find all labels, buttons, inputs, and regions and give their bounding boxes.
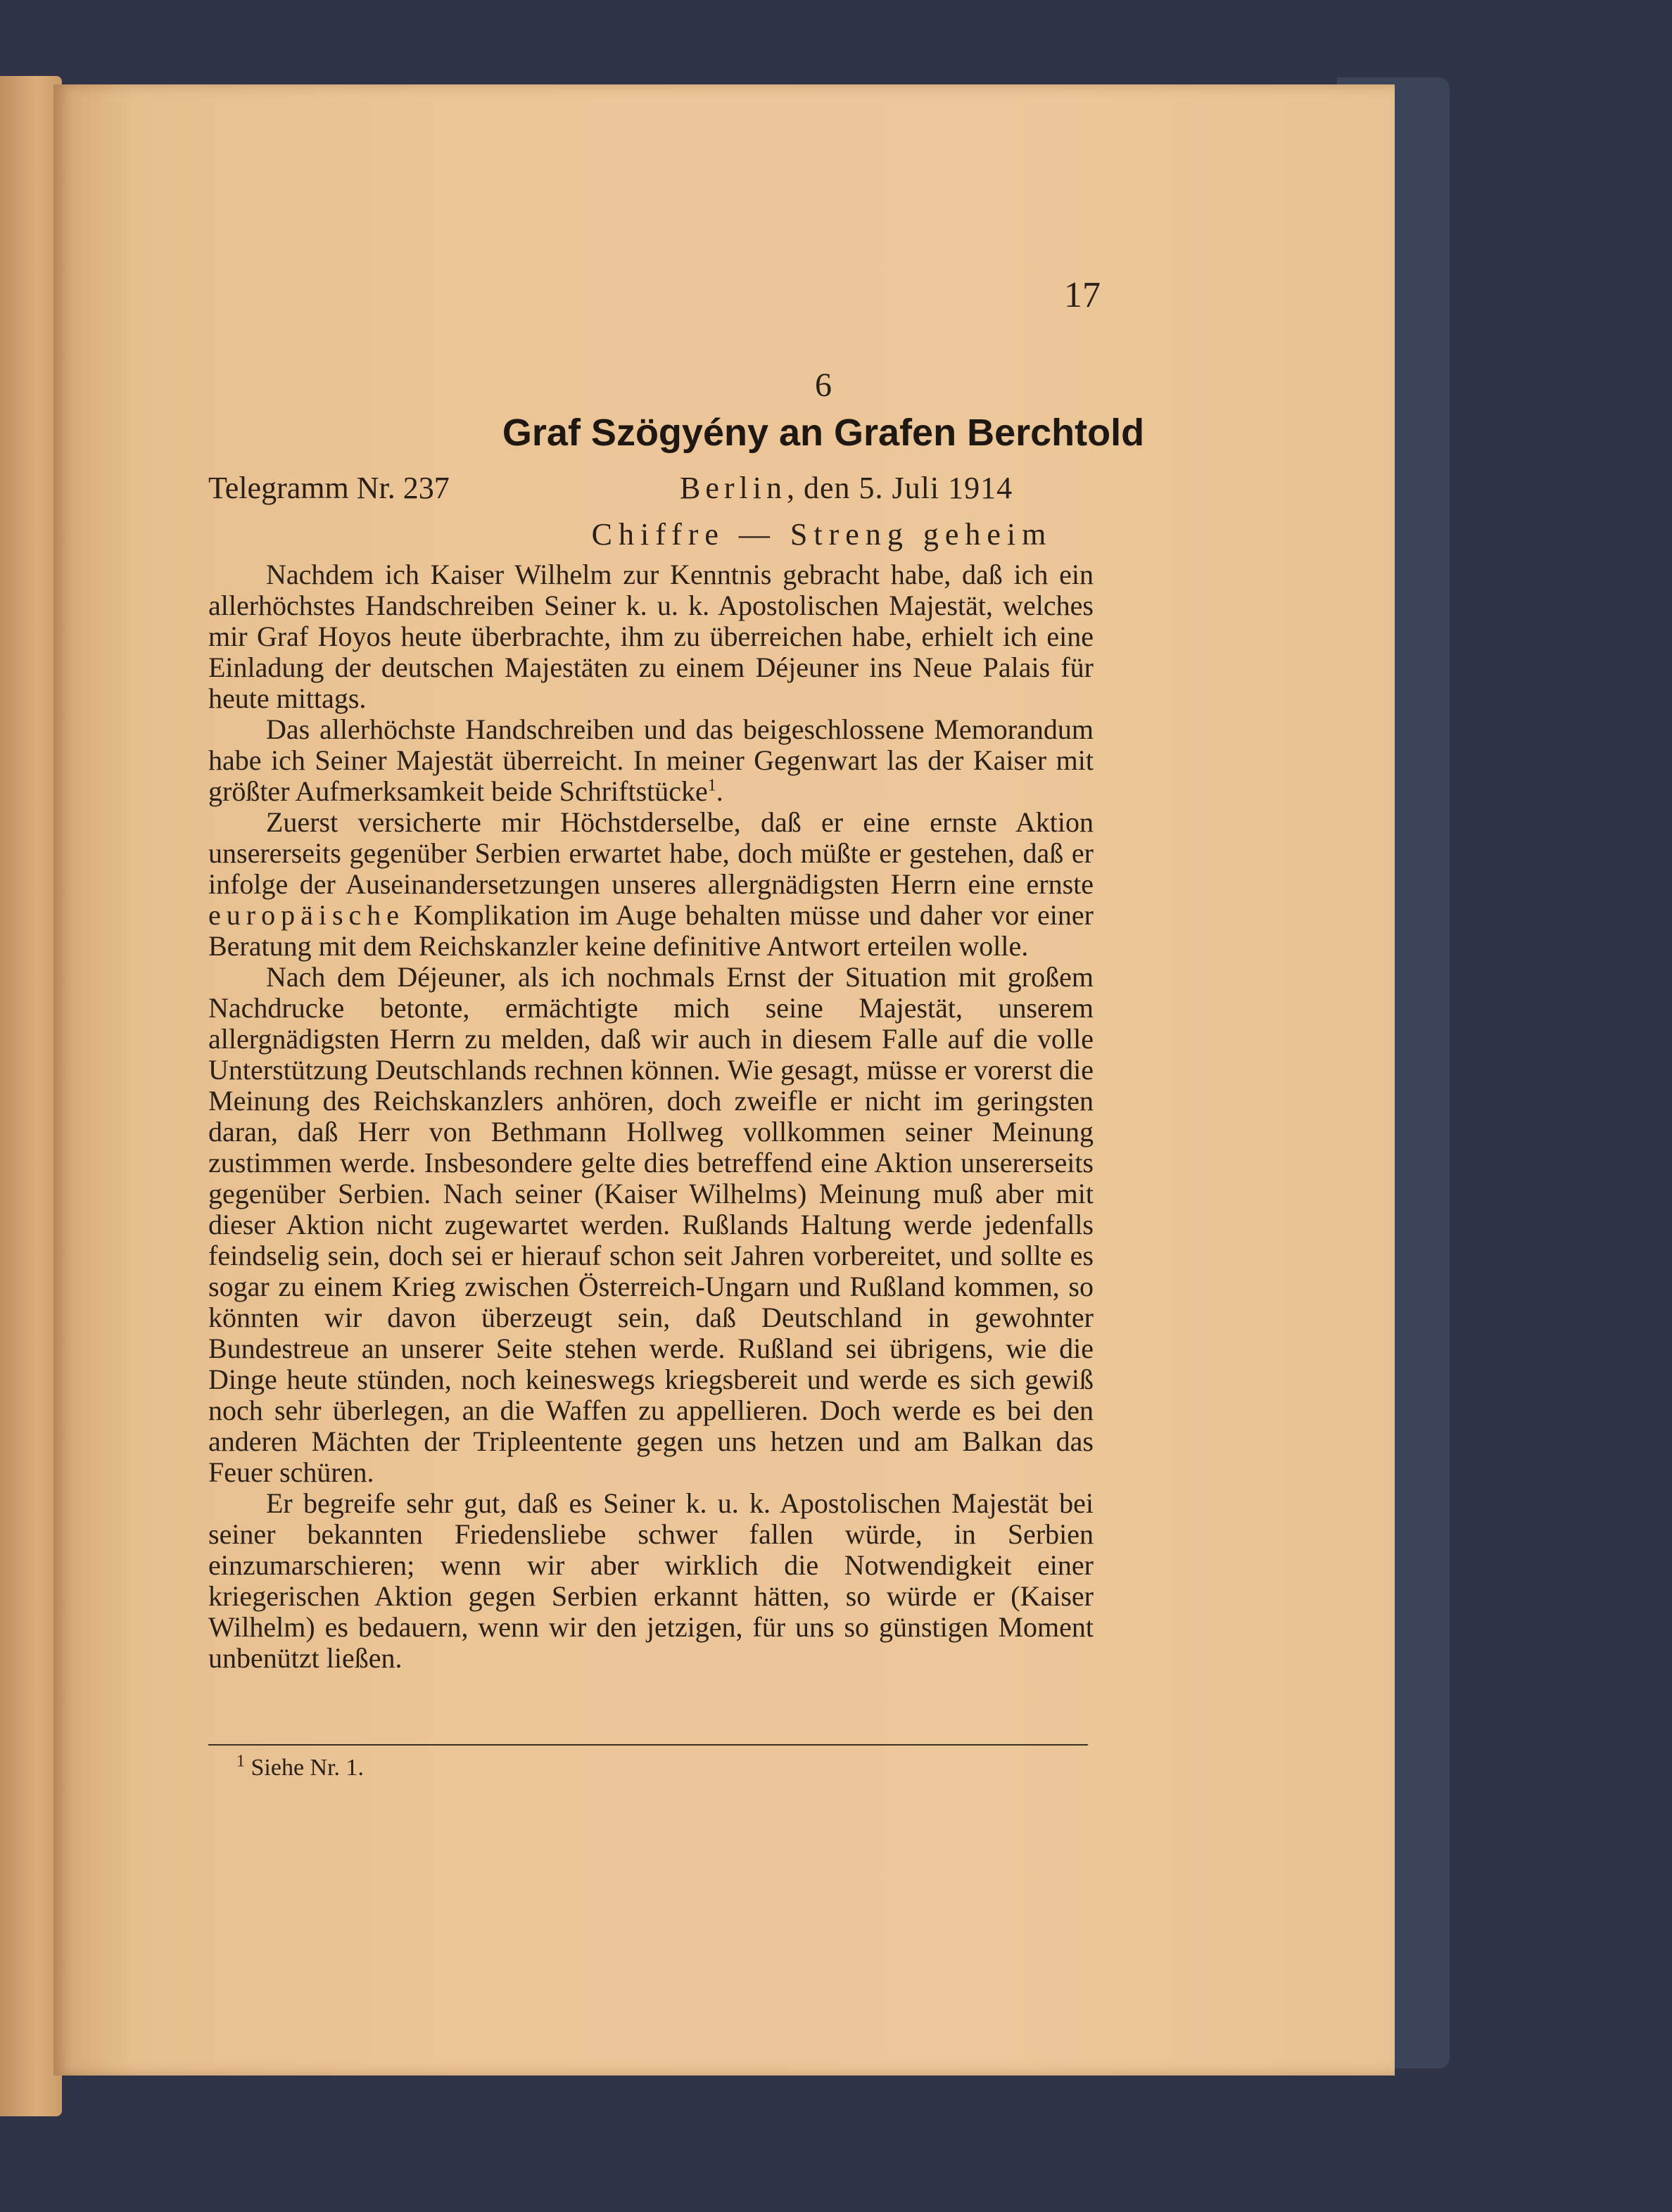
footnote-ref: 1 bbox=[707, 776, 716, 795]
page-number: 17 bbox=[1064, 275, 1101, 315]
document-number: 6 bbox=[815, 367, 832, 404]
footnote: $^1$ Siehe Nr. 1. bbox=[236, 1752, 365, 1781]
document-title: Graf Szögyény an Grafen Berchtold bbox=[502, 412, 1145, 454]
place-date: Berlin, den 5. Juli 1914 bbox=[680, 471, 1013, 505]
paragraph: Nach dem Déjeuner, als ich nochmals Ernst der Situation mit großem Nachdrucke betonte, ermächtigte mich seine Majestät, unserem allergnädigsten Herrn zu melden, daß wir auch in diesem Falle auf die volle Unterstützung Deutschlands rechnen können. Wie gesagt, müsse er vorerst die Meinung des Reichskanzlers anhören, doch zweifle er nicht im geringsten daran, daß Herr von Bethmann Hollweg vollkommen seiner Meinung zustimmen werde. Insbesondere gelte dies betreffend eine Aktion unsererseits gegenüber Serbien. Nach seiner (Kaiser Wilhelms) Meinung muß aber mit dieser Aktion nicht zugewartet werden. Rußlands Haltung werde jedenfalls feindselig sein, doch sei er hierauf schon seit Jahren vorbereitet, und sollte es sogar zu einem Krieg zwischen Österreich-Ungarn und Rußland kommen, so könnten wir davon überzeugt sein, daß Deutschland in gewohnter Bundestreue an unserer Seite stehen werde. Rußland sei übrigens, wie die Dinge heute stünden, noch keineswegs kriegsbereit und werde es sich gewiß noch sehr überlegen, an die Waffen zu appellieren. Doch werde es bei den anderen Mächten der Tripleentente gegen uns hetzen und am Balkan das Feuer schüren. bbox=[208, 961, 1094, 1488]
paragraph: Nachdem ich Kaiser Wilhelm zur Kenntnis gebracht habe, daß ich ein allerhöchstes Handschreiben Seiner k. u. k. Apostolischen Majestät, welches mir Graf Hoyos heute überbrachte, ihm zu überreichen habe, erhielt ich eine Einladung der deutschen Majestäten zu einem Déjeuner ins Neue Palais für heute mittags. bbox=[208, 559, 1094, 714]
telegram-body bbox=[208, 559, 1094, 1674]
footnote-rule bbox=[208, 1744, 1088, 1746]
paragraph: Das allerhöchste Handschreiben und das beigeschlossene Memorandum habe ich Seiner Majestät überreicht. In meiner Gegenwart las der Kaiser mit größter Aufmerksamkeit beide Schriftstücke$^1$. bbox=[208, 713, 1094, 807]
paragraph: Zuerst versicherte mir Höchstderselbe, daß er eine ernste Aktion unsererseits gegenüber Serbien erwartet habe, doch müßte er gestehen, daß er infolge der Auseinandersetzungen unseres allergnädigsten Herrn eine ernste europäische Komplikation im Auge behalten müsse und daher vor einer Beratung mit dem Reichskanzler keine definitive Antwort erteilen wolle. bbox=[208, 806, 1094, 962]
classification: Chiffre — Streng geheim bbox=[591, 517, 1053, 552]
telegram-header bbox=[208, 470, 1088, 506]
telegram-number: Telegramm Nr. 237 bbox=[208, 471, 450, 505]
paragraph: Er begreife sehr gut, daß es Seiner k. u. k. Apostolischen Majestät bei seiner bekannten Friedensliebe schwer fallen würde, in Serbien einzumarschieren; wenn wir aber wirklich die Notwendigkeit einer kriegerischen Aktion gegen Serbien erkannt hätten, so würde er (Kaiser Wilhelm) es bedauern, wenn wir den jetzigen, für uns so günstigen Moment unbenützt ließen. bbox=[208, 1487, 1094, 1674]
